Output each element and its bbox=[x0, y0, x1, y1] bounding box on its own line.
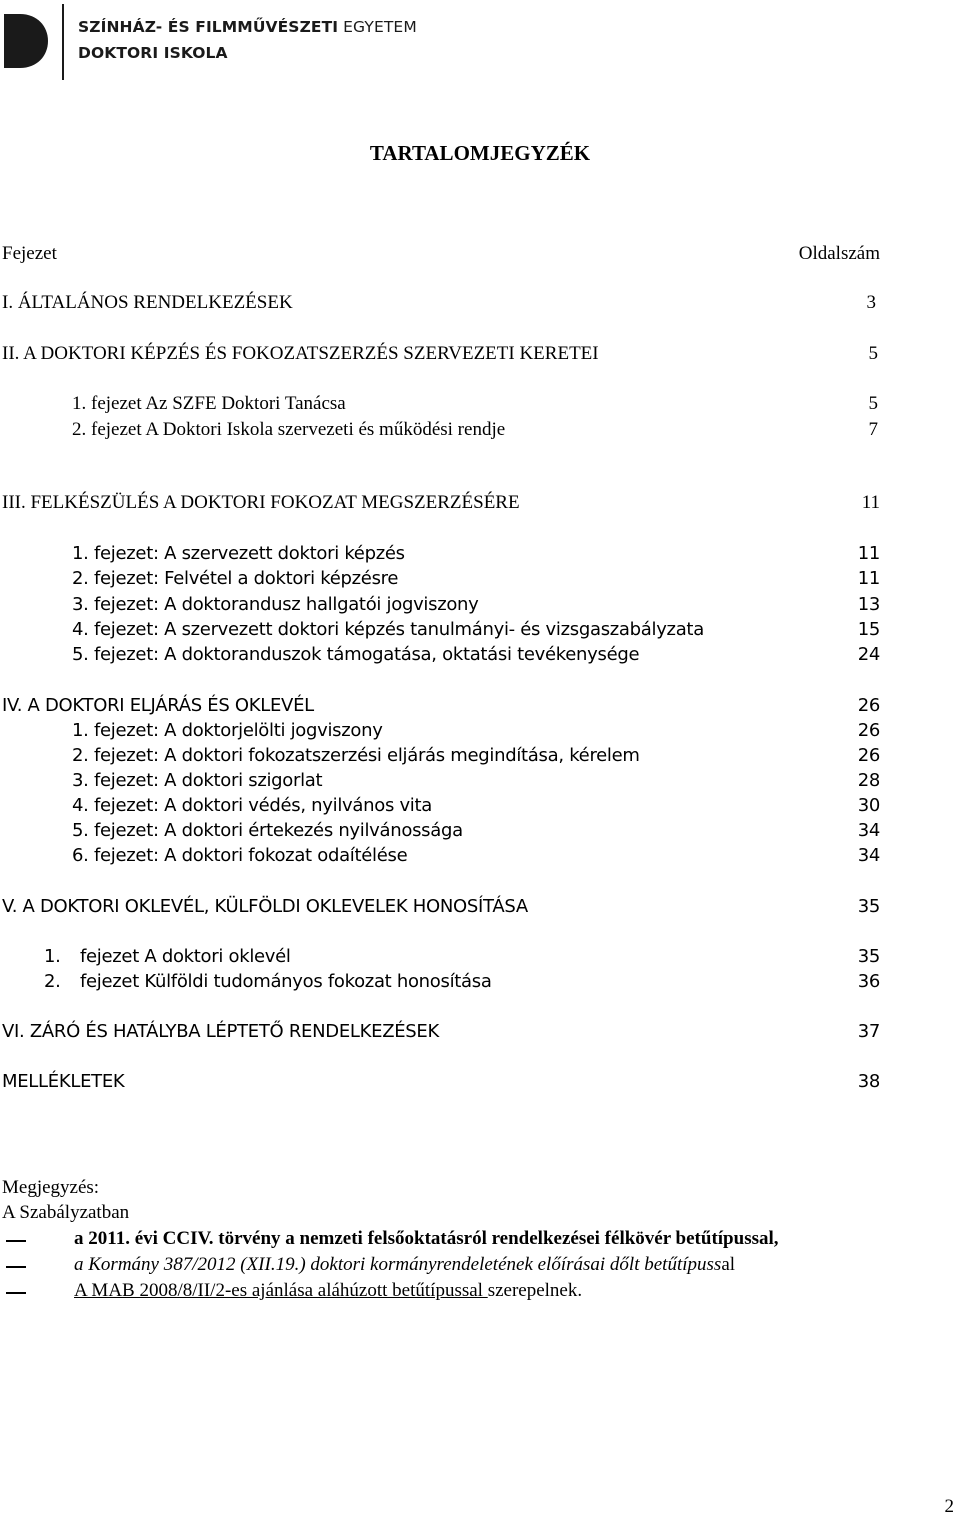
toc-item: 4. fejezet: A szervezett doktori képzés tanulmányi- és vizsgaszabályzata bbox=[72, 619, 704, 640]
toc-section-annexes-page: 38 bbox=[857, 1071, 880, 1092]
toc-item: 5. fejezet: A doktori értekezés nyilvánossága bbox=[72, 820, 463, 841]
column-header-chapter: Fejezet bbox=[2, 243, 57, 264]
toc-item-page: 24 bbox=[857, 644, 880, 665]
note-heading: Megjegyzés: bbox=[2, 1177, 100, 1198]
toc-section-3-page: 11 bbox=[861, 492, 880, 513]
note-item-decree bbox=[74, 1254, 735, 1276]
toc-item-page: 13 bbox=[857, 594, 880, 615]
logo-doctoral-school: DOKTORI ISKOLA bbox=[78, 44, 228, 62]
toc-item: 3. fejezet: A doktorandusz hallgatói jogviszony bbox=[72, 594, 479, 615]
toc-item: 1. fejezet Az SZFE Doktori Tanácsa bbox=[72, 393, 346, 414]
toc-item-page: 7 bbox=[868, 419, 878, 440]
toc-section-4-page: 26 bbox=[857, 695, 880, 716]
toc-item-number: 2. bbox=[44, 971, 61, 992]
note-intro: A Szabályzatban bbox=[2, 1202, 130, 1223]
toc-section-5: V. A DOKTORI OKLEVÉL, KÜLFÖLDI OKLEVELEK HONOSÍTÁSA bbox=[2, 896, 528, 917]
toc-section-annexes: MELLÉKLETEK bbox=[2, 1071, 125, 1092]
toc-item: 2. fejezet A Doktori Iskola szervezeti és működési rendje bbox=[72, 419, 506, 440]
toc-item: 4. fejezet: A doktori védés, nyilvános vita bbox=[72, 795, 432, 816]
toc-item-page: 28 bbox=[857, 770, 880, 791]
toc-item: 6. fejezet: A doktori fokozat odaítélése bbox=[72, 845, 408, 866]
toc-section-6-page: 37 bbox=[857, 1021, 880, 1042]
toc-item: fejezet Külföldi tudományos fokozat honosítása bbox=[80, 971, 492, 992]
toc-section-1-page: 3 bbox=[866, 292, 876, 313]
logo-university-name: SZÍNHÁZ- ÉS FILMMŰVÉSZETI EGYETEM bbox=[78, 18, 417, 36]
note-item-decree-italic: a Kormány 387/2012 (XII.19.) doktori kormányrendeletének előírásai dőlt betűtípuss bbox=[74, 1254, 722, 1275]
toc-item-page: 34 bbox=[857, 845, 880, 866]
note-item-law: a 2011. évi CCIV. törvény a nemzeti felsőoktatásról rendelkezései félkövér betűtípussal, bbox=[74, 1228, 779, 1249]
toc-item: 1. fejezet: A szervezett doktori képzés bbox=[72, 543, 405, 564]
toc-item-page: 35 bbox=[857, 946, 880, 967]
toc-item-page: 15 bbox=[857, 619, 880, 640]
toc-section-3: III. FELKÉSZÜLÉS A DOKTORI FOKOZAT MEGSZERZÉSÉRE bbox=[2, 492, 520, 513]
toc-item: 2. fejezet: A doktori fokozatszerzési eljárás megindítása, kérelem bbox=[72, 745, 640, 766]
toc-item: 3. fejezet: A doktori szigorlat bbox=[72, 770, 323, 791]
toc-section-4: IV. A DOKTORI ELJÁRÁS ÉS OKLEVÉL bbox=[2, 695, 314, 716]
toc-item-page: 5 bbox=[868, 393, 878, 414]
toc-item-page: 11 bbox=[857, 568, 880, 589]
toc-item-page: 26 bbox=[857, 745, 880, 766]
toc-section-5-page: 35 bbox=[857, 896, 880, 917]
toc-item: 5. fejezet: A doktoranduszok támogatása, oktatási tevékenysége bbox=[72, 644, 640, 665]
note-item-mab bbox=[74, 1280, 582, 1302]
logo-divider bbox=[62, 4, 64, 80]
university-logo-icon bbox=[4, 14, 48, 68]
toc-section-6: VI. ZÁRÓ ÉS HATÁLYBA LÉPTETŐ RENDELKEZÉSEK bbox=[2, 1021, 440, 1042]
note-item-decree-rest: al bbox=[721, 1254, 736, 1275]
toc-section-2-page: 5 bbox=[868, 343, 878, 364]
toc-item-page: 30 bbox=[857, 795, 880, 816]
toc-item-page: 36 bbox=[857, 971, 880, 992]
toc-item: fejezet A doktori oklevél bbox=[80, 946, 291, 967]
toc-section-2: II. A DOKTORI KÉPZÉS ÉS FOKOZATSZERZÉS SZERVEZETI KERETEI bbox=[2, 343, 599, 364]
note-item-mab-underlined: A MAB 2008/8/II/2-es ajánlása aláhúzott betűtípussal bbox=[74, 1280, 488, 1301]
bullet-dash bbox=[6, 1240, 26, 1242]
toc-item: 1. fejezet: A doktorjelölti jogviszony bbox=[72, 720, 383, 741]
page-number: 2 bbox=[944, 1496, 954, 1517]
bullet-dash bbox=[6, 1266, 26, 1268]
toc-item-page: 34 bbox=[857, 820, 880, 841]
toc-item-number: 1. bbox=[44, 946, 61, 967]
page-title: TARTALOMJEGYZÉK bbox=[369, 141, 591, 165]
toc-item-page: 26 bbox=[857, 720, 880, 741]
note-item-mab-rest: szerepelnek. bbox=[487, 1280, 583, 1301]
toc-item-page: 11 bbox=[857, 543, 880, 564]
bullet-dash bbox=[6, 1292, 26, 1294]
toc-section-1: I. ÁLTALÁNOS RENDELKEZÉSEK bbox=[2, 292, 293, 313]
column-header-page: Oldalszám bbox=[798, 243, 880, 264]
toc-item: 2. fejezet: Felvétel a doktori képzésre bbox=[72, 568, 399, 589]
